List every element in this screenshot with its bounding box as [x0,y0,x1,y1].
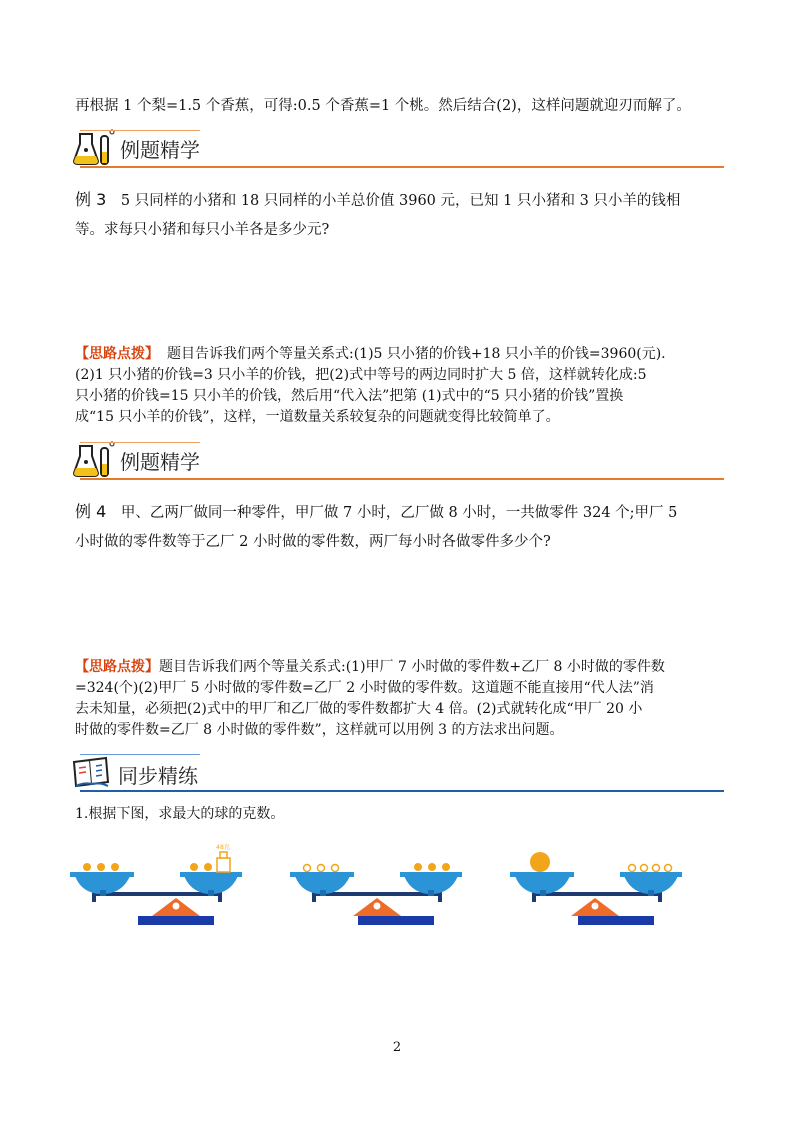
flask-lab-icon [72,128,116,166]
balance-scale [290,863,462,925]
weight-block [217,858,230,872]
example-3 [75,188,680,248]
section-title: 例题精学 [120,450,200,474]
exercise-1: 1.根据下图，求最大的球的克数。 [75,806,285,822]
ball [629,865,636,872]
divider [80,790,724,792]
divider [80,478,724,480]
hint-text-line: 题目告诉我们两个等量关系式:(1)甲厂 7 小时做的零件数+乙厂 8 小时做的零件数 [159,659,665,675]
ball [665,865,672,872]
weight-label: 48克 [216,844,230,851]
hint-tag: 【思路点拨】 [75,659,159,675]
divider [80,166,724,168]
ball [83,863,91,871]
section-title: 同步精练 [118,764,198,788]
intro-line: 再根据 1 个梨=1.5 个香蕉，可得:0.5 个香蕉=1 个桃。然后结合(2)，这样问题就迎刃而解了。 [75,98,691,114]
section-header-example-1 [72,128,724,168]
big-ball [530,852,550,872]
divider [80,754,200,755]
ball [442,863,450,871]
hint-4 [75,657,665,741]
scale-base [138,916,214,925]
ball [428,863,436,871]
balance-scale [510,852,682,925]
ball [641,865,648,872]
flask-lab-icon [72,440,116,478]
open-book-icon [72,756,112,788]
ball [111,863,119,871]
ball [304,865,311,872]
page-number: 2 [392,1040,402,1055]
ball [204,863,212,871]
hint-text-line: =324(个)(2)甲厂 5 小时做的零件数=乙厂 2 小时做的零件数。这道题不能直接用“代人法”消 [75,680,654,696]
hint-text-line: 只小猪的价钱=15 只小羊的价钱，然后用“代入法”把第 (1)式中的“5 只小猪的价钱”置换 [75,388,624,404]
hint-tag: 【思路点拨】 [75,346,159,362]
section-header-example-2 [72,440,724,480]
divider [80,130,200,131]
example-text-line: 甲、乙两厂做同一种零件，甲厂做 7 小时，乙厂做 8 小时，一共做零件 324 个;甲厂 5 [120,505,678,521]
section-header-practice [72,752,724,792]
ball [97,863,105,871]
hint-text-line: (2)1 只小猪的价钱=3 只小羊的价钱，把(2)式中等号的两边同时扩大 5 倍，这样就转化成:5 [75,367,647,383]
divider [80,442,200,443]
hint-text-line: 时做的零件数=乙厂 8 小时做的零件数”，这样就可以用例 3 的方法求出问题。 [75,722,564,738]
example-text-line: 5 只同样的小猪和 18 只同样的小羊总价值 3960 元，已知 1 只小猪和 3 只小羊的钱相 [120,193,681,209]
example-text-line: 小时做的零件数等于乙厂 2 小时做的零件数，两厂每小时各做零件多少个? [75,534,551,550]
balance-scale [70,843,242,925]
scale-base [578,916,654,925]
balance-scales-figure [60,840,740,935]
hint-text-line: 去未知量，必须把(2)式中的甲厂和乙厂做的零件数都扩大 4 倍。(2)式就转化成“甲厂 20 小 [75,701,643,717]
ball [318,865,325,872]
hint-3 [75,344,666,428]
scale-base [358,916,434,925]
example-4 [75,500,677,560]
ball [190,863,198,871]
hint-text-line: 题目告诉我们两个等量关系式:(1)5 只小猪的价钱+18 只小羊的价钱=3960(元). [167,346,666,362]
section-title: 例题精学 [120,138,200,162]
example-label: 例 4 [75,502,107,521]
ball [653,865,660,872]
hint-text-line: 成“15 只小羊的价钱”，这样，一道数量关系较复杂的问题就变得比较简单了。 [75,409,560,425]
example-label: 例 3 [75,190,107,209]
ball [332,865,339,872]
ball [414,863,422,871]
example-text-line: 等。求每只小猪和每只小羊各是多少元? [75,222,330,238]
